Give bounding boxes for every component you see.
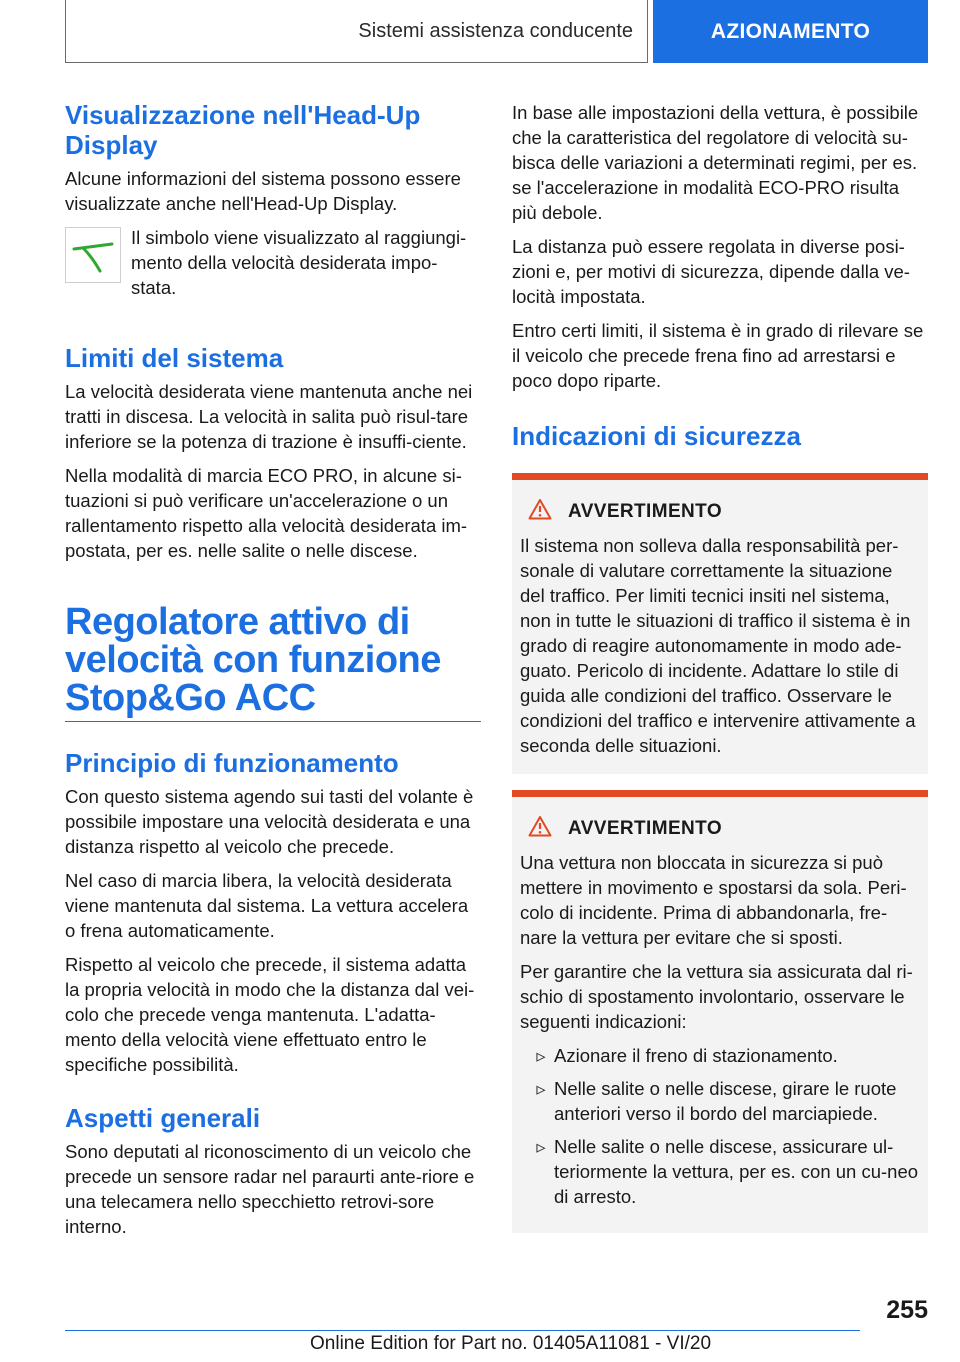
acc-title-block	[65, 603, 481, 722]
list-item	[520, 1076, 920, 1126]
principle-paragraph-2: Nel caso di marcia libera, la velocità desiderata viene mantenuta dal sistema. La vettura accelera o frena automaticamente.	[65, 870, 469, 941]
page-header	[65, 0, 928, 63]
list-item-text: Azionare il freno di stazionamento.	[554, 1045, 838, 1066]
acc-title: Regolatore attivo di velocità con funzione Stop&Go ACC	[65, 601, 441, 719]
hud-text: Alcune informazioni del sistema possono essere visualizzate anche nell'Head-Up Display.	[65, 168, 461, 214]
warning-triangle-icon	[528, 815, 552, 842]
limits-paragraph-1: La velocità desiderata viene mantenuta anche nei tratti in discesa. La velocità in salita può risul-tare inferiore se la potenza di trazione è insuffi-ciente.	[65, 381, 473, 452]
principle-paragraph-1: Con questo sistema agendo sui tasti del volante è possibile impostare una velocità desiderata e una distanza rispetto al veicolo che precede.	[65, 786, 474, 857]
limits-paragraph-2: Nella modalità di marcia ECO PRO, in alcune si-tuazioni si può verificare un'accelerazione o un rallentamento rispetto alla velocità desiderata im-postata, per es. nelle salite o nelle discese.	[65, 465, 468, 561]
bullet-triangle-icon: ▹	[536, 1078, 546, 1099]
list-item-text: Nelle salite o nelle discese, assicurare ul-teriormente la vettura, per es. con un cu-neo di arresto.	[554, 1136, 919, 1207]
warning-text-2a: Una vettura non bloccata in sicurezza si può mettere in movimento e spostarsi da sola. Peri-colo di incidente. Prima di abbandonarla, fre-nare la vettura per evitare che si sposti.	[520, 852, 907, 948]
bullet-triangle-icon: ▹	[536, 1136, 546, 1157]
general-heading: Aspetti generali	[65, 1103, 261, 1133]
bullet-triangle-icon: ▹	[536, 1045, 546, 1066]
warning-title-1: AVVERTIMENTO	[568, 500, 722, 522]
warning-header-2	[520, 815, 920, 842]
warning-bullet-list	[520, 1043, 920, 1209]
principle-paragraph-3: Rispetto al veicolo che precede, il sistema adatta la propria velocità in modo che la distanza dal vei-colo che precede venga mantenuta. L'adatta-mento della velocità viene effettuato entro le specifiche possibilità.	[65, 954, 475, 1075]
limits-heading: Limiti del sistema	[65, 343, 284, 373]
warning-text-1: Il sistema non solleva dalla responsabilità per-sonale di valutare correttamente la situazione del traffico. Per limiti tecnici insiti nel sistema, non in tutte le situazioni di traffico il sistema è in grado di reagire autonomamente in modo ade-guato. Pericolo di incidente. Adattare lo stile di guida alle condizioni del traffico. Osservare le condizioni del traffico e intervenire attivamente a seconda delle situazioni.	[520, 535, 916, 756]
hud-heading: Visualizzazione nell'Head-Up Display	[65, 100, 421, 160]
page-number: 255	[886, 1296, 928, 1324]
right-paragraph-3: Entro certi limiti, il sistema è in grado di rilevare se il veicolo che precede frena fino ad arrestarsi e poco dopo riparte.	[512, 320, 924, 391]
safety-heading: Indicazioni di sicurezza	[512, 421, 801, 451]
right-column	[512, 100, 928, 1233]
hud-icon-row	[65, 225, 481, 309]
section-title: Sistemi assistenza conducente	[65, 0, 648, 63]
warning-header-1	[520, 498, 920, 525]
list-item-text: Nelle salite o nelle discese, girare le ruote anteriori verso il bordo del marciapiede.	[554, 1078, 897, 1124]
footer-divider	[65, 1330, 860, 1331]
principle-heading: Principio di funzionamento	[65, 748, 399, 778]
warning-text-2b: Per garantire che la vettura sia assicurata dal ri-schio di spostamento involontario, osservare le seguenti indicazioni:	[520, 961, 913, 1032]
right-paragraph-1: In base alle impostazioni della vettura, è possibile che la caratteristica del regolatore di velocità su-bisca delle variazioni a determinati regimi, per es. se l'accelerazione in modalità ECO-PRO risulta più debole.	[512, 102, 919, 223]
left-column	[65, 100, 481, 1248]
chapter-tab[interactable]: AZIONAMENTO	[653, 0, 928, 63]
right-paragraph-2: La distanza può essere regolata in diverse posi-zioni e, per motivi di sicurezza, dipende dalla ve-locità impostata.	[512, 236, 910, 307]
footer-edition: Online Edition for Part no. 01405A11081 - VI/20	[310, 1333, 712, 1354]
hud-icon-text: Il simbolo viene visualizzato al raggiungi-mento della velocità desiderata impo-stata.	[131, 227, 467, 298]
general-paragraph-1: Sono deputati al riconoscimento di un veicolo che precede un sensore radar nel paraurti ante-riore e una telecamera nello specchietto retrovi-sore interno.	[65, 1141, 475, 1237]
warning-box-1	[512, 473, 928, 774]
warning-triangle-icon	[528, 498, 552, 525]
list-item	[520, 1134, 920, 1209]
warning-title-2: AVVERTIMENTO	[568, 817, 722, 839]
warning-box-2	[512, 790, 928, 1233]
list-item	[520, 1043, 920, 1068]
cruise-control-reached-icon	[65, 227, 121, 283]
